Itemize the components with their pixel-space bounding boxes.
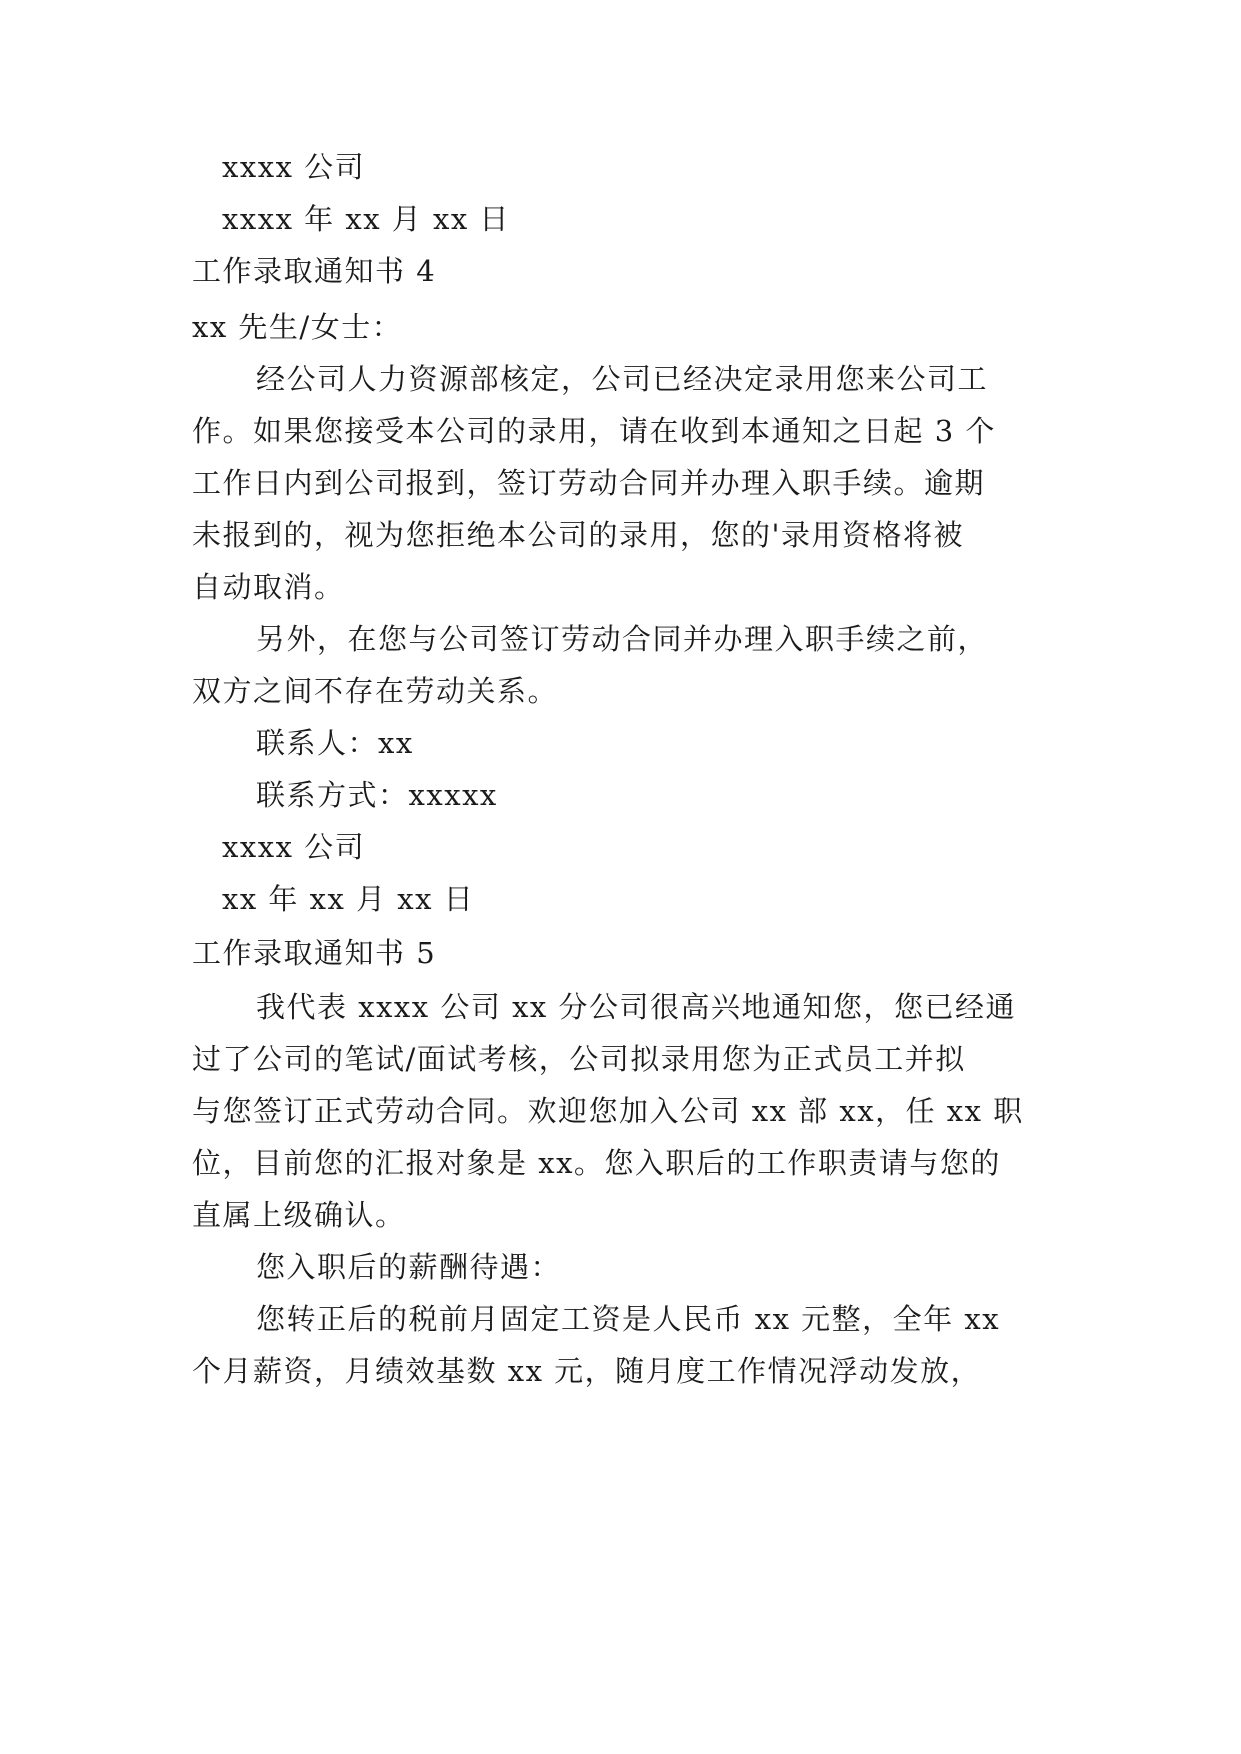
prev-sign-company: xxxx 公司 (222, 150, 366, 184)
letter4-p1-line: 未报到的，视为您拒绝本公司的录用，您的'录用资格将被 (192, 518, 964, 552)
letter5-p1-line: 我代表 xxxx 公司 xx 分公司很高兴地通知您，您已经通 (256, 990, 1017, 1024)
letter4-contact-method: 联系方式：xxxxx (256, 778, 498, 812)
letter4-p1-line: 工作日内到公司报到，签订劳动合同并办理入职手续。逾期 (192, 466, 986, 500)
letter5-p1-line: 与您签订正式劳动合同。欢迎您加入公司 xx 部 xx，任 xx 职 (192, 1094, 1024, 1128)
prev-sign-date: xxxx 年 xx 月 xx 日 (222, 202, 510, 236)
letter5-p1-line: 位，目前您的汇报对象是 xx。您入职后的工作职责请与您的 (192, 1146, 1001, 1180)
letter5-title: 工作录取通知书 5 (192, 936, 437, 970)
letter4-contact-person: 联系人：xx (256, 726, 414, 760)
letter4-salutation: xx 先生/女士： (192, 310, 403, 344)
letter5-p2-line: 您转正后的税前月固定工资是人民币 xx 元整，全年 xx (256, 1302, 1001, 1336)
letter5-salary-heading: 您入职后的薪酬待遇： (256, 1250, 562, 1284)
letter4-p1-line: 自动取消。 (192, 570, 345, 604)
letter4-p1-line: 作。如果您接受本公司的录用，请在收到本通知之日起 3 个 (192, 414, 996, 448)
letter4-title: 工作录取通知书 4 (192, 254, 437, 288)
letter5-p2-line: 个月薪资，月绩效基数 xx 元，随月度工作情况浮动发放， (192, 1354, 982, 1388)
letter5-p1-line: 直属上级确认。 (192, 1198, 406, 1232)
letter4-p1-line: 经公司人力资源部核定，公司已经决定录用您来公司工 (256, 362, 989, 396)
letter4-p2-line: 双方之间不存在劳动关系。 (192, 674, 559, 708)
letter4-p2-line: 另外，在您与公司签订劳动合同并办理入职手续之前， (256, 622, 989, 656)
letter4-sign-date: xx 年 xx 月 xx 日 (222, 882, 475, 916)
letter4-sign-company: xxxx 公司 (222, 830, 366, 864)
letter5-p1-line: 过了公司的笔试/面试考核，公司拟录用您为正式员工并拟 (192, 1042, 966, 1076)
